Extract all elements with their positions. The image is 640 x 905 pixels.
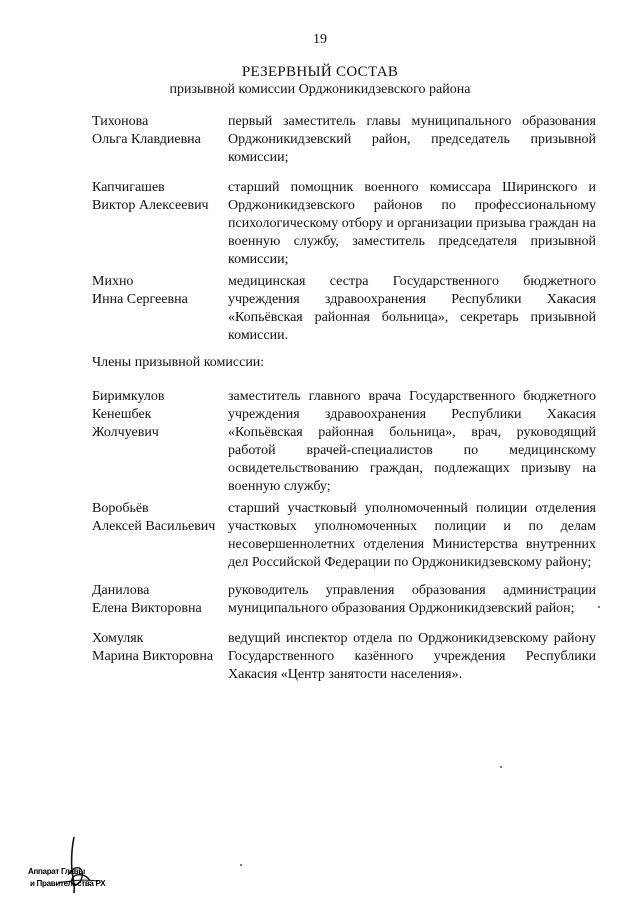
entry-role: старший помощник военного комиссара Ширинского и Орджоникидзевского районов по профессиональному психологическому отбору и организации призыва граждан на военную службу, заместитель председателя призывной комиссии;	[228, 180, 596, 267]
entry-surname: Хомуляк	[92, 631, 144, 646]
entry-role: старший участковый уполномоченный полиции отделения участковых уполномоченных полиции и по делам несовершеннолетних отделения Министерства внутренних дел Российской Федерации по Орджоникидзевскому району;	[228, 501, 596, 570]
entry-given-name: Ольга Клавдиевна	[92, 132, 201, 147]
entry-surname: Михно	[92, 274, 134, 289]
office-stamp	[28, 835, 118, 895]
entry-role: первый заместитель главы муниципального образования Орджоникидзевский район, председатель призывной комиссии;	[228, 114, 596, 165]
entry-role: заместитель главного врача Государственного бюджетного учреждения здравоохранения Республики Хакасия «Копьёвская районная больница», врач, руководящий работой врачей-специалистов по медицинскому освидетельствованию граждан, подлежащих призыву на военную службу;	[228, 389, 596, 494]
entry-surname: Биримкулов	[92, 389, 165, 404]
entry-name	[92, 582, 227, 618]
entry-given-name: Марина Викторовна	[92, 649, 214, 664]
stamp-line-1: Аппарат Главы	[28, 867, 85, 876]
page-number: 19	[313, 32, 327, 47]
entry-surname: Тихонова	[92, 114, 149, 129]
stamp-line-2: и Правительства РХ	[30, 879, 106, 888]
entry-given-name: Кенешбек	[92, 407, 152, 422]
entry-role: медицинская сестра Государственного бюджетного учреждения здравоохранения Республики Хакасия «Копьёвская районная больница», секретарь призывной комиссии.	[228, 274, 596, 343]
entry-name	[92, 179, 227, 215]
entry-name	[92, 273, 227, 309]
document-title: РЕЗЕРВНЫЙ СОСТАВ	[241, 64, 399, 80]
entry-surname: Капчигашев	[92, 180, 165, 195]
scan-speck	[500, 766, 502, 768]
members-heading: Члены призывной комиссии:	[92, 355, 265, 370]
entry-role: руководитель управления образования администрации муниципального образования Орджоникидзевский район;	[228, 583, 596, 616]
entry-given-name: Елена Викторовна	[92, 601, 202, 616]
entry-name	[92, 500, 227, 536]
document-subtitle: призывной комиссии Орджоникидзевского района	[169, 82, 471, 97]
entry-given-name: Виктор Алексеевич	[92, 198, 209, 213]
entry-role: ведущий инспектор отдела по Орджоникидзевскому району Государственного казённого учреждения Республики Хакасия «Центр занятости населения».	[228, 631, 596, 682]
entry-patronymic: Жолчуевич	[92, 425, 159, 440]
entry-surname: Воробьёв	[92, 501, 149, 516]
entry-name	[92, 630, 227, 666]
scan-speck	[240, 864, 242, 866]
entry-given-name: Инна Сергеевна	[92, 292, 188, 307]
scan-speck	[598, 606, 600, 608]
entry-name	[92, 113, 227, 149]
entry-surname: Данилова	[92, 583, 150, 598]
entry-name	[92, 388, 227, 442]
entry-given-name: Алексей Васильевич	[92, 519, 216, 534]
